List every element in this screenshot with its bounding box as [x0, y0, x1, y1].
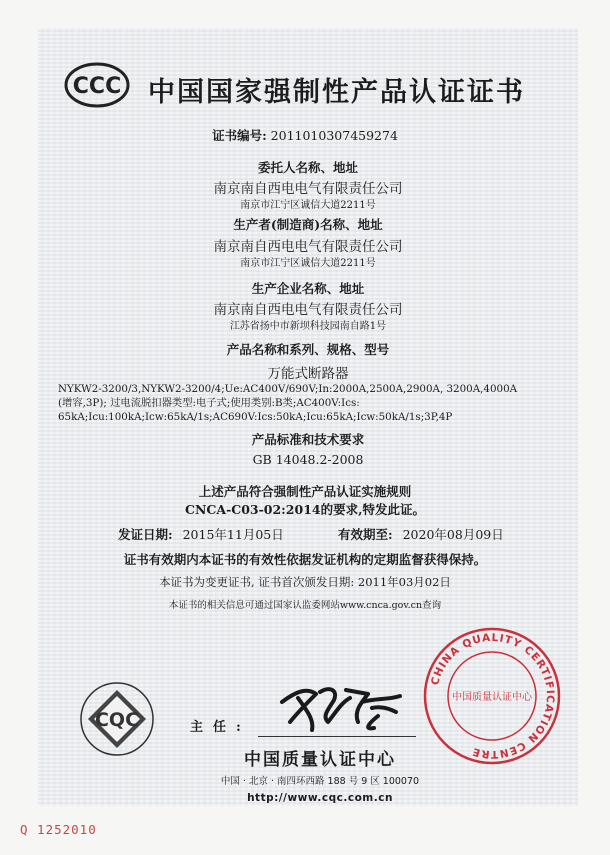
manufacturer-heading: 生产者(制造商)名称、地址	[233, 217, 383, 232]
ccc-logo-text: CCC	[72, 74, 122, 99]
product-model-line: NYKW2-3200/3,NYKW2-3200/4;Ue:AC400V/690V;In:2000A,2500A,2900A, 3200A,4000A	[58, 383, 518, 395]
manufacturer-address: 南京市江宁区诚信大道2211号	[240, 258, 376, 269]
standard-value: GB 14048.2-2008	[252, 452, 364, 467]
valid-until-label: 有效期至:	[338, 527, 393, 542]
product-model-line: 65kA;Icu:100kA;Icw:65kA/1s;AC690V:Ics:50kA;Icu:65kA;Icw:50kA/1s;3P,4P	[58, 411, 453, 423]
manufacturer-name: 南京南自西电电气有限责任公司	[213, 239, 403, 255]
certificate-number-value: 2011010307459274	[270, 128, 398, 143]
signature-line	[258, 736, 416, 737]
client-heading: 委托人名称、地址	[257, 160, 358, 175]
standard-heading: 产品标准和技术要求	[251, 432, 365, 447]
valid-until-value: 2020年08月09日	[402, 527, 504, 542]
factory-name: 南京南自西电电气有限责任公司	[213, 302, 403, 318]
director-label: 主任:	[190, 720, 251, 735]
certification-seal-icon	[422, 626, 562, 766]
certificate-number	[0, 126, 610, 144]
seal-outer-text: CHINA QUALITY CERTIFICATION CENTRE	[429, 631, 557, 761]
organization-name: 中国质量认证中心	[244, 750, 396, 770]
rules-line-2: CNCA-C03-02:2014的要求,特发此证。	[185, 502, 425, 517]
valid-until	[338, 525, 504, 543]
rules-line-1: 上述产品符合强制性产品认证实施规则	[198, 484, 412, 499]
validity-statement: 证书有效期内本证书的有效性依据发证机构的定期监督获得保持。	[123, 552, 487, 567]
client-address: 南京市江宁区诚信大道2211号	[240, 200, 376, 211]
seal-inner-text: 中国质量认证中心	[452, 692, 532, 703]
website-note: 本证书的相关信息可通过国家认监委网站www.cnca.gov.cn查询	[168, 600, 442, 611]
organization-website: http://www.cqc.com.cn	[247, 792, 393, 804]
factory-heading: 生产企业名称、地址	[251, 281, 365, 296]
cqc-logo-text: CQC	[94, 709, 140, 731]
factory-address: 江苏省扬中市新坝科技园南自路1号	[229, 321, 387, 332]
organization-address: 中国 · 北京 · 南四环西路 188 号 9 区 100070	[220, 776, 420, 787]
client-name: 南京南自西电电气有限责任公司	[213, 181, 403, 197]
issue-date-value: 2015年11月05日	[182, 527, 284, 542]
certificate-title: 中国国家强制性产品认证证书	[148, 77, 525, 108]
product-name: 万能式断路器	[267, 366, 349, 382]
cqc-logo-icon	[74, 680, 160, 758]
issue-date	[118, 525, 284, 543]
director-signature-icon	[268, 672, 418, 736]
change-note: 本证书为变更证书, 证书首次颁发日期: 2011年03月02日	[159, 575, 451, 589]
product-heading: 产品名称和系列、规格、型号	[226, 342, 390, 357]
issue-date-label: 发证日期:	[118, 527, 173, 542]
serial-number: Q 1252010	[20, 822, 97, 837]
ccc-logo-icon	[64, 62, 130, 108]
product-model-line: (增容,3P); 过电流脱扣器类型:电子式;使用类别:B类;AC400V:Ics:	[58, 397, 360, 409]
certificate-number-label: 证书编号:	[212, 128, 267, 143]
